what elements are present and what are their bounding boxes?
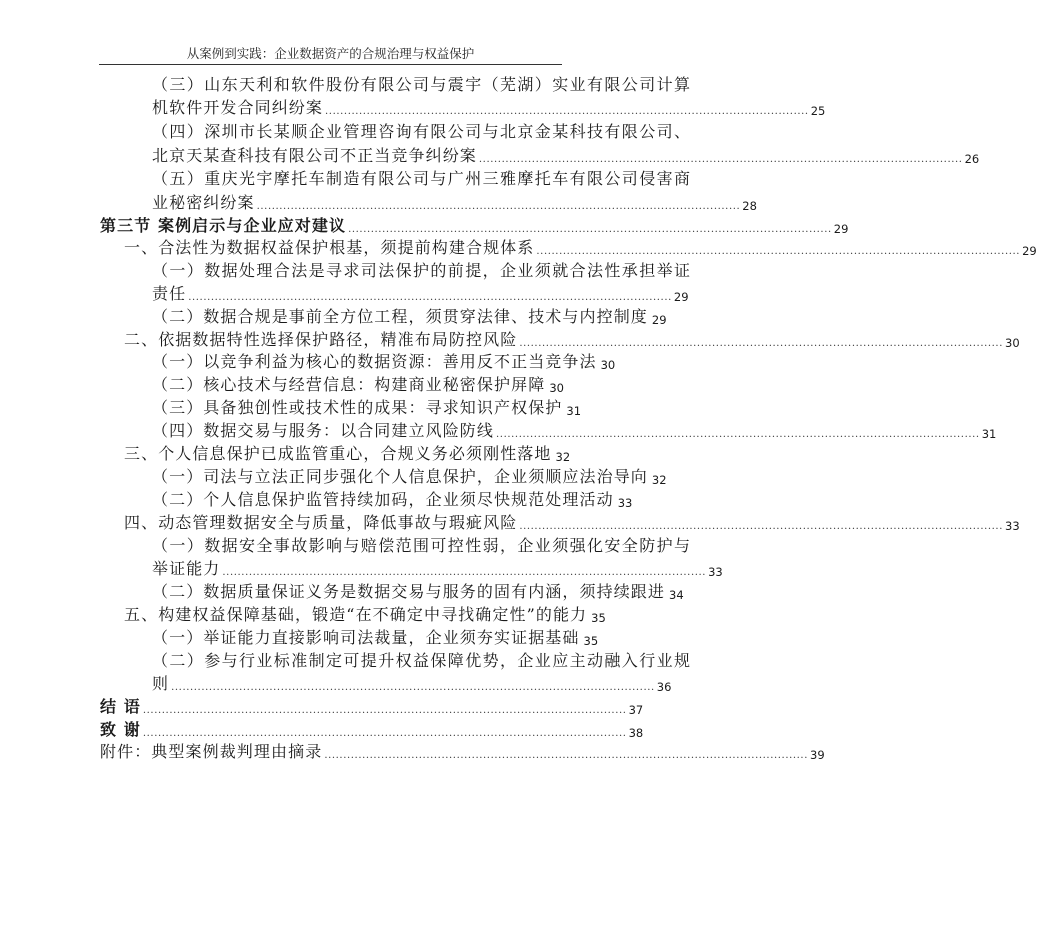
toc-leader-dots: ................................................................................................................................ (519, 338, 1003, 349)
toc-entry-text: 责任 (152, 284, 187, 303)
toc-leader-dots: ................................................................................................................................ (519, 521, 1003, 532)
toc-entry[interactable] (152, 375, 564, 395)
toc-entry-text: （四）深圳市长某顺企业管理咨询有限公司与北京金某科技有限公司、 (152, 122, 692, 141)
toc-entry-text: （二）参与行业标准制定可提升权益保障优势，企业应主动融入行业规 (152, 651, 692, 670)
toc-entry-text: （三）山东天利和软件股份有限公司与震宇（芜湖）实业有限公司计算 (152, 75, 692, 94)
toc-page-number: 31 (566, 404, 582, 418)
toc-leader-dots: ................................................................................................................................ (188, 292, 672, 303)
toc-page-number: 29 (651, 313, 667, 327)
toc-entry[interactable] (152, 628, 599, 648)
toc-entry-text: （二）数据合规是事前全方位工程，须贯穿法律、技术与内控制度 (152, 307, 648, 326)
toc-entry-text: （四）数据交易与服务：以合同建立风险防线 (152, 421, 495, 440)
toc-entry-text: 举证能力 (152, 559, 221, 578)
toc-entry-text: 一、合法性为数据权益保护根基，须提前构建合规体系 (124, 238, 535, 257)
toc-entry-text: 五、构建权益保障基础，锻造“在不确定中寻找确定性”的能力 (124, 605, 588, 624)
toc-page-number: 32 (651, 473, 667, 487)
toc-entry-text: （一）数据处理合法是寻求司法保护的前提，企业须就合法性承担举证 (152, 261, 692, 280)
toc-entry[interactable] (152, 490, 633, 510)
toc-entry[interactable] (124, 444, 571, 464)
toc-page-number: 28 (742, 199, 757, 213)
toc-entry-text: 附件：典型案例裁判理由摘录 (100, 742, 323, 761)
toc-entry[interactable] (152, 193, 757, 213)
toc-leader-dots: ................................................................................................................................ (324, 750, 808, 761)
toc-page-number: 35 (591, 611, 606, 625)
toc-entry[interactable] (152, 307, 667, 327)
toc-page-number: 37 (628, 703, 644, 717)
toc-page-number: 34 (669, 588, 684, 602)
toc-page-number: 33 (617, 496, 633, 510)
toc-page-number: 26 (964, 152, 980, 166)
toc-entry-text: 四、动态管理数据安全与质量，降低事故与瑕疵风险 (124, 513, 518, 532)
toc-leader-dots: ................................................................................................................................ (171, 682, 655, 693)
toc-entry[interactable] (152, 75, 692, 95)
toc-entry[interactable] (124, 513, 1020, 533)
toc-page-number: 29 (833, 222, 849, 236)
toc-leader-dots: ................................................................................................................................ (478, 154, 963, 165)
toc-section-entry[interactable] (100, 720, 644, 740)
toc-entry-text: 二、依据数据特性选择保护路径，精准布局防控风险 (124, 330, 518, 349)
toc-page-number: 30 (549, 381, 564, 395)
toc-leader-dots: ................................................................................................................................ (325, 106, 809, 117)
toc-page-number: 29 (673, 290, 689, 304)
toc-leader-dots: ................................................................................................................................ (222, 567, 707, 578)
toc-entry-text: （一）司法与立法正同步强化个人信息保护，企业须顺应法治导向 (152, 467, 648, 486)
toc-leader-dots: ................................................................................................................................ (496, 429, 980, 440)
header-rule (99, 64, 562, 65)
toc-entry[interactable] (152, 261, 692, 281)
toc-entry-text: （二）数据质量保证义务是数据交易与服务的固有内涵，须持续跟进 (152, 582, 666, 601)
toc-entry-text: 业秘密纠纷案 (152, 193, 255, 212)
toc-entry[interactable] (152, 284, 689, 304)
toc-page-number: 25 (810, 104, 826, 118)
toc-page-number: 36 (656, 680, 672, 694)
toc-section-entry[interactable] (100, 216, 849, 236)
toc-page-number: 30 (1005, 336, 1020, 350)
toc-leader-dots: ................................................................................................................................ (348, 224, 832, 235)
toc-page-number: 35 (583, 634, 599, 648)
toc-entry-text: （三）具备独创性或技术性的成果：寻求知识产权保护 (152, 398, 563, 417)
toc-entry[interactable] (152, 169, 692, 189)
toc-entry[interactable] (152, 98, 826, 118)
toc-entry-text: （一）数据安全事故影响与赔偿范围可控性弱，企业须强化安全防护与 (152, 536, 692, 555)
toc-entry[interactable] (124, 330, 1020, 350)
toc-entry[interactable] (152, 122, 692, 142)
toc-entry-text: 则 (152, 674, 170, 693)
toc-entry-text: （一）以竞争利益为核心的数据资源：善用反不正当竞争法 (152, 352, 597, 371)
toc-page-number: 31 (981, 427, 997, 441)
toc-entry[interactable] (152, 582, 684, 602)
toc-entry-text: 致 谢 (100, 720, 141, 739)
toc-entry[interactable] (152, 674, 672, 694)
toc-page-number: 39 (810, 748, 825, 762)
toc-entry-text: （五）重庆光宇摩托车制造有限公司与广州三雅摩托车有限公司侵害商 (152, 169, 692, 188)
toc-section-entry[interactable] (100, 697, 644, 717)
toc-entry[interactable] (152, 352, 616, 372)
toc-leader-dots: ................................................................................................................................ (142, 705, 627, 716)
toc-entry[interactable] (152, 467, 667, 487)
toc-entry-text: 北京天某查科技有限公司不正当竞争纠纷案 (152, 146, 477, 165)
toc-entry-text: （二）核心技术与经营信息：构建商业秘密保护屏障 (152, 375, 546, 394)
toc-page-number: 38 (628, 726, 644, 740)
running-header: 从案例到实践：企业数据资产的合规治理与权益保护 (186, 46, 475, 61)
toc-leader-dots: ................................................................................................................................ (142, 728, 627, 739)
toc-entry-text: 三、个人信息保护已成监管重心，合规义务必须刚性落地 (124, 444, 552, 463)
toc-entry[interactable] (100, 742, 825, 762)
toc-entry[interactable] (152, 559, 723, 579)
toc-entry[interactable] (152, 146, 980, 166)
toc-page-number: 33 (708, 565, 723, 579)
toc-entry-text: 第三节 案例启示与企业应对建议 (100, 216, 347, 235)
toc-page-number: 30 (600, 358, 616, 372)
toc-entry-text: （一）举证能力直接影响司法裁量，企业须夯实证据基础 (152, 628, 580, 647)
toc-entry-text: 结 语 (100, 697, 141, 716)
toc-leader-dots: ................................................................................................................................ (256, 201, 741, 212)
toc-entry[interactable] (152, 398, 582, 418)
toc-entry-text: 机软件开发合同纠纷案 (152, 98, 324, 117)
toc-entry[interactable] (124, 605, 606, 625)
toc-entry[interactable] (124, 238, 1037, 258)
toc-page-number: 32 (555, 450, 571, 464)
toc-page-number: 29 (1022, 244, 1037, 258)
toc-page-number: 33 (1005, 519, 1020, 533)
toc-entry[interactable] (152, 421, 997, 441)
toc-entry[interactable] (152, 536, 692, 556)
toc-entry[interactable] (152, 651, 692, 671)
toc-leader-dots: ................................................................................................................................ (536, 246, 1021, 257)
toc-entry-text: （二）个人信息保护监管持续加码，企业须尽快规范处理活动 (152, 490, 614, 509)
